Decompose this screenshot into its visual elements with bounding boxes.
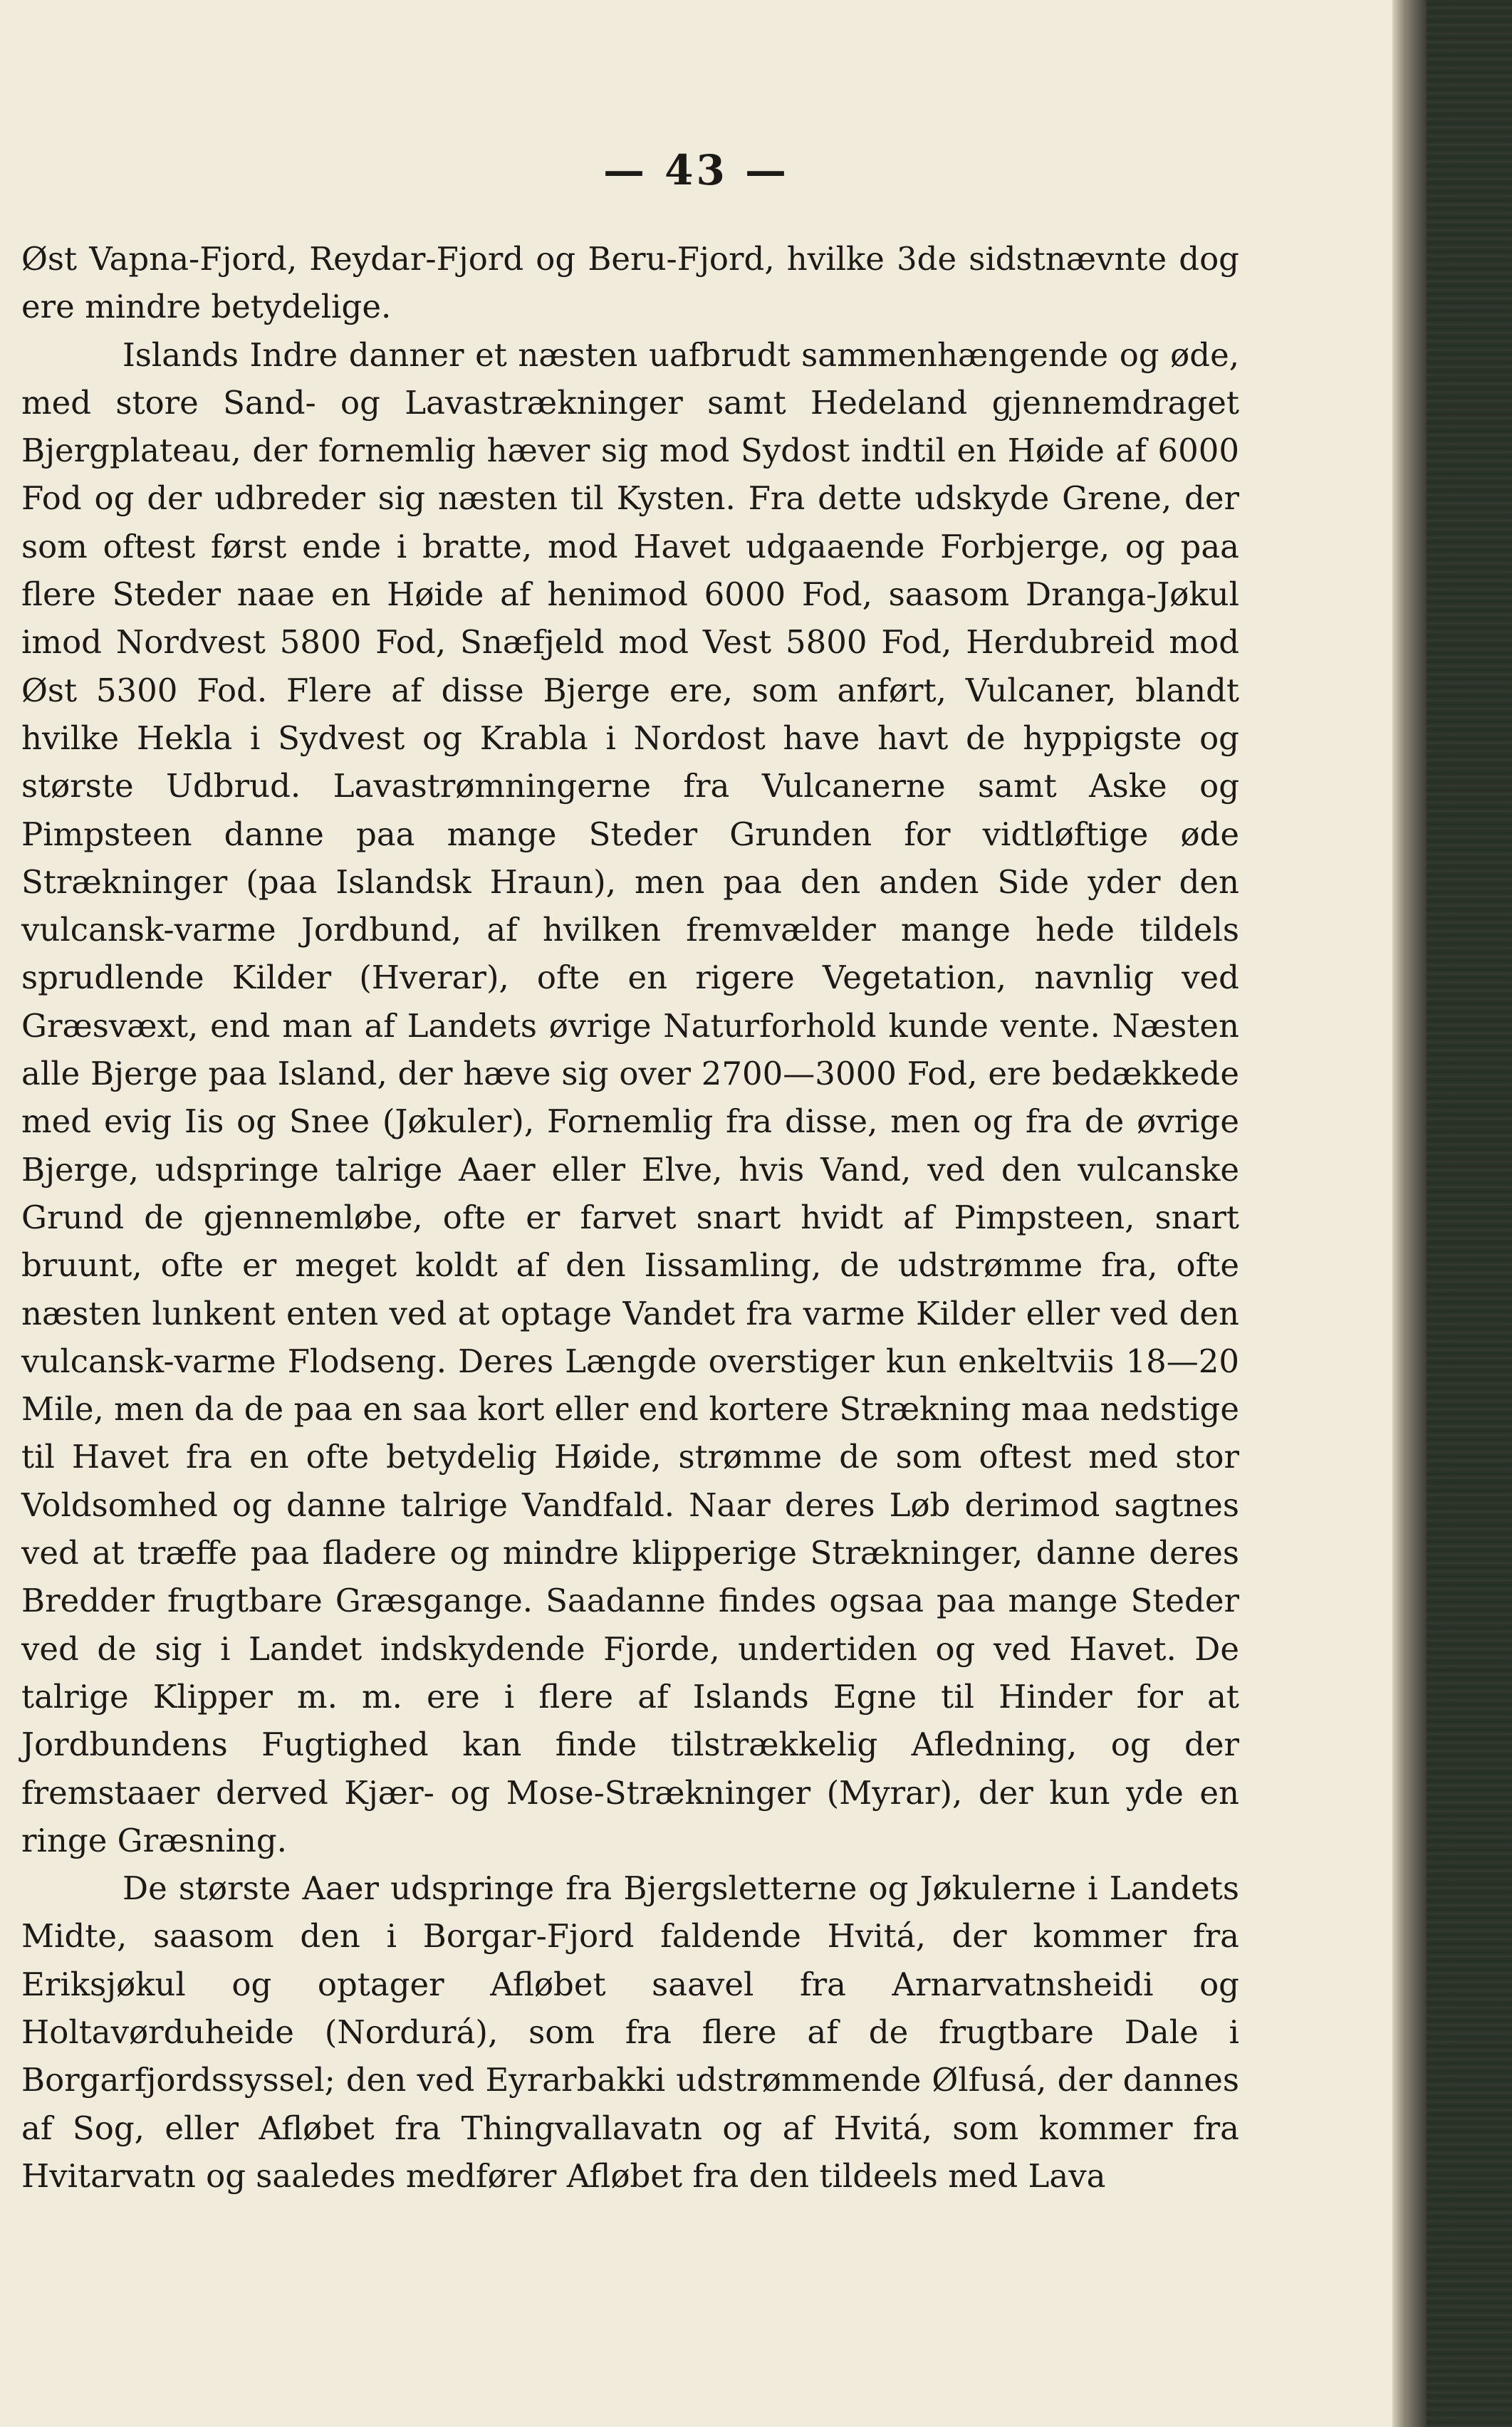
paragraph-3: De største Aaer udspringe fra Bjergsletterne og Jøkulerne i Landets Midte, saasom den i Borgar-Fjord faldende Hvitá, der kommer fra Eriksjøkul og optager Afløbet saavel fra Arnarvatnsheidi og Holtavørduheide (Nordurá), som fra flere af de frugtbare Dale i Borgarfjordssyssel; den ved Eyrarbakki udstrømmende Ølfusá, der dannes af Sog, eller Afløbet fra Thingvallavatn og af Hvitá, som kommer fra Hvitarvatn og saaledes medfører Afløbet fra den tildeels med Lava <box>21 1869 1239 2195</box>
paragraph-2: Islands Indre danner et næsten uafbrudt sammenhængende og øde, med store Sand- og Lavastrækninger samt Hedeland gjennemdraget Bjergplateau, der fornemlig hæver sig mod Sydost indtil en Høide af 6000 Fod og der udbreder sig næsten til Kysten. Fra dette udskyde Grene, der som oftest først ende i bratte, mod Havet udgaaende Forbjerge, og paa flere Steder naae en Høide af henimod 6000 Fod, saasom Dranga-Jøkul imod Nordvest 5800 Fod, Snæfjeld mod Vest 5800 Fod, Herdubreid mod Øst 5300 Fod. Flere af disse Bjerge ere, som anført, Vulcaner, blandt hvilke Hekla i Sydvest og Krabla i Nordost have havt de hyppigste og største Udbrud. Lavastrømningerne fra Vulcanerne samt Aske og Pimpsteen danne paa mange Steder Grunden for vidtløftige øde Strækninger (paa Islandsk Hraun), men paa den anden Side yder den vulcansk-varme Jordbund, af hvilken fremvælder mange hede tildels sprudlende Kilder (Hverar), ofte en rigere Vegetation, navnlig ved Græsvæxt, end man af Landets øvrige Naturforhold kunde vente. Næsten alle Bjerge paa Island, der hæve sig over 2700—3000 Fod, ere bedækkede med evig Iis og Snee (Jøkuler), Fornemlig fra disse, men og fra de øvrige Bjerge, udspringe talrige Aaer eller Elve, hvis Vand, ved den vulcanske Grund de gjennemløbe, ofte er farvet snart hvidt af Pimpsteen, snart bruunt, ofte er meget koldt af den Iissamling, de udstrømme fra, ofte næsten lunkent enten ved at optage Vandet fra varme Kilder eller ved den vulcansk-varme Flodseng. Deres Længde overstiger kun enkeltviis 18—20 Mile, men da de paa en saa kort eller end kortere Strækning maa nedstige til Havet fra en ofte betydelig Høide, strømme de som oftest med stor Voldsomhed og danne talrige Vandfald. Naar deres Løb derimod sagtnes ved at træffe paa fladere og mindre klipperige Strækninger, danne deres Bredder frugtbare Græsgange. Saadanne findes ogsaa paa mange Steder ved de sig i Landet indskydende Fjorde, undertiden og ved Havet. De talrige Klipper m. m. ere i flere af Islands Egne til Hinder for at Jordbundens Fugtighed kan finde tilstrækkelig Afledning, og der fremstaaer derved Kjær- og Mose-Strækninger (Myrar), der kun yde en ringe Græsning. <box>21 335 1239 1859</box>
page-gutter <box>1392 0 1427 2427</box>
paragraph-1: Øst Vapna-Fjord, Reydar-Fjord og Beru-Fjord, hvilke 3de sidstnævnte dog ere mindre betydelige. <box>21 240 1239 326</box>
book-cover-edge <box>1427 0 1512 2427</box>
page-number: — 43 — <box>603 146 790 194</box>
body-text <box>21 235 1239 2200</box>
